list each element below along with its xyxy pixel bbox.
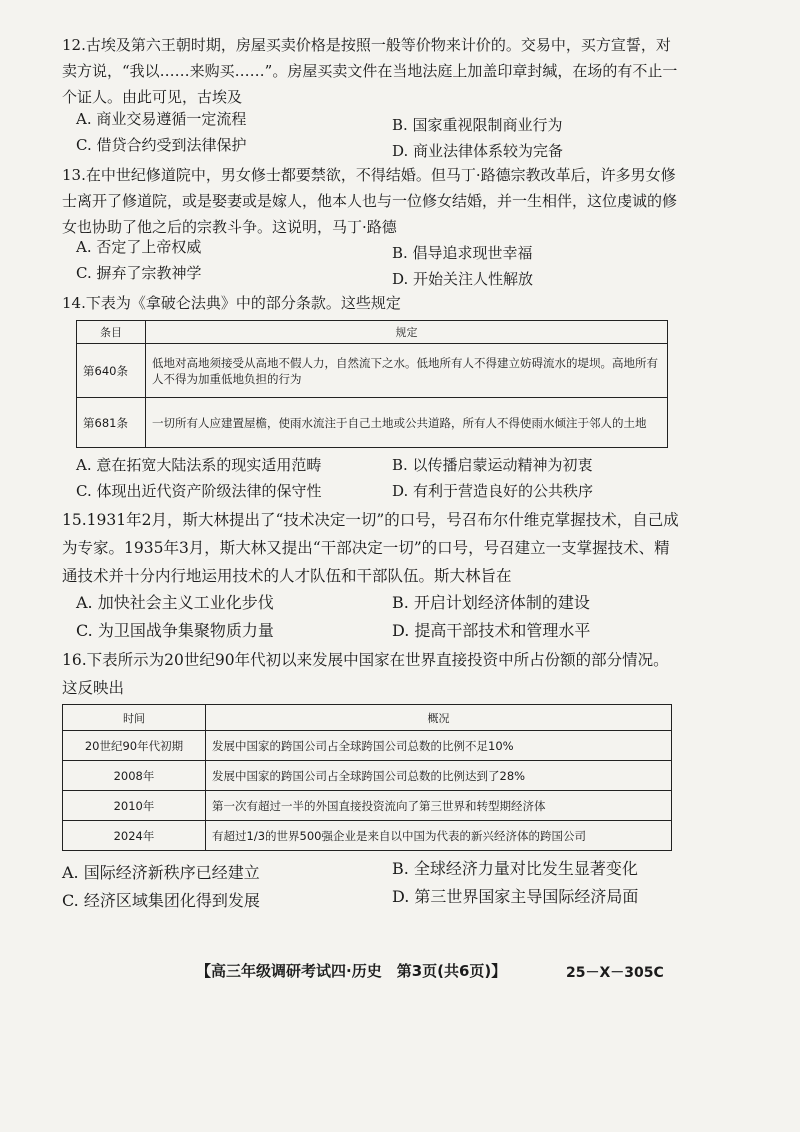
q14-option-c[interactable]: C. 体现出近代资产阶级法律的保守性 [76, 482, 322, 500]
question-15 [62, 506, 682, 590]
q14-table-header-item: 条目 [77, 321, 146, 344]
q14-row-2-rule: 一切所有人应建置屋檐，使雨水流注于自己土地或公共道路，所有人不得使雨水倾注于邻人的土地 [146, 398, 668, 448]
q16-option-c[interactable]: C. 经济区域集团化得到发展 [62, 891, 260, 910]
q16-option-d[interactable]: D. 第三世界国家主导国际经济局面 [392, 887, 639, 906]
q14-row-2-item: 第681条 [77, 398, 146, 448]
q16-row-4-summary: 有超过1/3的世界500强企业是来自以中国为代表的新兴经济体的跨国公司 [206, 821, 672, 851]
q16-row-3-summary: 第一次有超过一半的外国直接投资流向了第三世界和转型期经济体 [206, 791, 672, 821]
q13-option-c[interactable]: C. 摒弃了宗教神学 [76, 264, 202, 282]
q14-table-header-rule: 规定 [146, 321, 668, 344]
question-12-stem: 12.古埃及第六王朝时期，房屋买卖价格是按照一般等价物来计价的。交易中，买方宣誓，对卖方说，“我以……来购买……”。房屋买卖文件在当地法庭上加盖印章封缄，在场的有不止一个证人。由此可见，古埃及 [62, 36, 678, 106]
q12-option-a[interactable]: A. 商业交易遵循一定流程 [76, 110, 247, 128]
q16-table-header-summary: 概况 [206, 705, 672, 731]
question-13-stem: 13.在中世纪修道院中，男女修士都要禁欲，不得结婚。但马丁·路德宗教改革后，许多男女修士离开了修道院，或是娶妻或是嫁人，他本人也与一位修女结婚，并一生相伴，这位虔诚的修女也协助了他之后的宗教斗争。这说明，马丁·路德 [62, 166, 678, 236]
q16-row-4-time: 2024年 [63, 821, 206, 851]
question-16-stem: 16.下表所示为20世纪90年代初以来发展中国家在世界直接投资中所占份额的部分情况。这反映出 [62, 651, 669, 697]
q16-table-header-time: 时间 [63, 705, 206, 731]
q12-option-c[interactable]: C. 借贷合约受到法律保护 [76, 136, 247, 154]
q14-row-1-item: 第640条 [77, 344, 146, 398]
q15-option-a[interactable]: A. 加快社会主义工业化步伐 [76, 593, 274, 612]
question-15-stem: 15.1931年2月，斯大林提出了“技术决定一切”的口号，号召布尔什维克掌握技术，自己成为专家。1935年3月，斯大林又提出“干部决定一切”的口号，号召建立一支掌握技术、精通技术并十分内行地运用技术的人才队伍和干部队伍。斯大林旨在 [62, 511, 679, 585]
q16-row-2-time: 2008年 [63, 761, 206, 791]
q16-table [62, 704, 672, 851]
question-16 [62, 646, 682, 702]
q13-option-a[interactable]: A. 否定了上帝权威 [76, 238, 202, 256]
question-14-stem: 14.下表为《拿破仑法典》中的部分条款。这些规定 [62, 294, 401, 312]
q13-option-d[interactable]: D. 开始关注人性解放 [392, 270, 534, 288]
q16-row-3-time: 2010年 [63, 791, 206, 821]
q14-option-b[interactable]: B. 以传播启蒙运动精神为初衷 [392, 456, 593, 474]
q13-option-b[interactable]: B. 倡导追求现世幸福 [392, 244, 533, 262]
q12-option-b[interactable]: B. 国家重视限制商业行为 [392, 116, 563, 134]
question-14 [62, 290, 682, 316]
question-12 [62, 32, 682, 110]
q16-row-1-time: 20世纪90年代初期 [63, 731, 206, 761]
q14-table [76, 320, 668, 448]
q14-row-1-rule: 低地对高地须接受从高地不假人力，自然流下之水。低地所有人不得建立妨碍流水的堤坝。高地所有人不得为加重低地负担的行为 [146, 344, 668, 398]
exam-code: 25－X－305C [566, 965, 664, 981]
q15-option-b[interactable]: B. 开启计划经济体制的建设 [392, 593, 590, 612]
q16-row-2-summary: 发展中国家的跨国公司占全球跨国公司总数的比例达到了28% [206, 761, 672, 791]
question-13 [62, 162, 682, 240]
q12-option-d[interactable]: D. 商业法律体系较为完备 [392, 142, 564, 160]
q16-option-b[interactable]: B. 全球经济力量对比发生显著变化 [392, 859, 638, 878]
q14-option-d[interactable]: D. 有利于营造良好的公共秩序 [392, 482, 594, 500]
q15-option-c[interactable]: C. 为卫国战争集聚物质力量 [76, 621, 274, 640]
q14-option-a[interactable]: A. 意在拓宽大陆法系的现实适用范畴 [76, 456, 322, 474]
page-footer: 【高三年级调研考试四·历史 第3页(共6页)】 [196, 962, 507, 980]
q16-option-a[interactable]: A. 国际经济新秩序已经建立 [62, 863, 260, 882]
q16-row-1-summary: 发展中国家的跨国公司占全球跨国公司总数的比例不足10% [206, 731, 672, 761]
q15-option-d[interactable]: D. 提高干部技术和管理水平 [392, 621, 591, 640]
